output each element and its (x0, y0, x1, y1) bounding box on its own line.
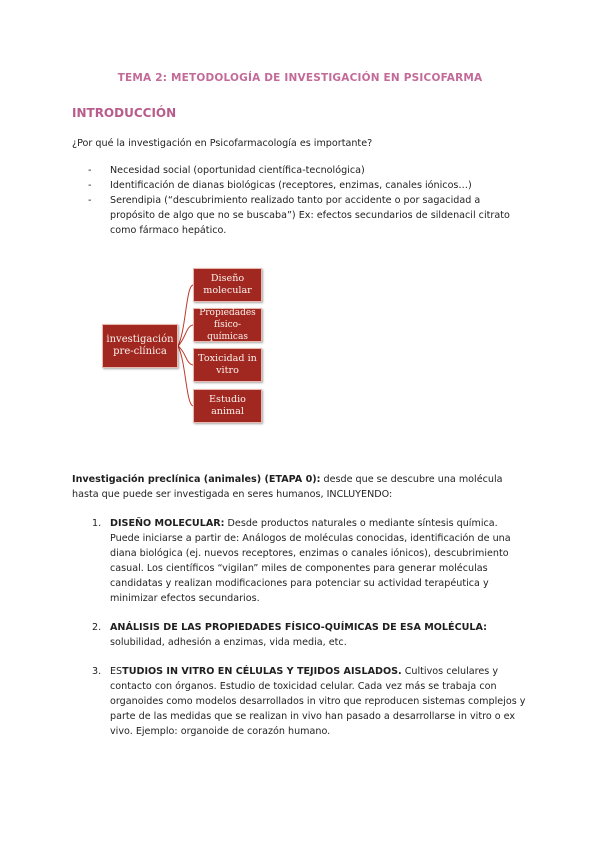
connector-line (178, 346, 193, 365)
reason-item: - Identificación de dianas biológicas (receptores, enzimas, canales iónicos…) (88, 178, 528, 193)
preclinical-paragraph (72, 472, 528, 502)
step-bold: TUDIOS IN VITRO EN CÉLULAS Y TEJIDOS AISLADOS. (122, 666, 402, 677)
diagram-branch-box: Estudio animal (193, 389, 262, 423)
connector-line (178, 285, 193, 346)
step-lead: ES (110, 666, 123, 677)
step-bold: DISEÑO MOLECULAR: (110, 518, 225, 529)
section-heading: INTRODUCCIÓN (72, 106, 177, 120)
preclinical-bold: Investigación preclínica (animales) (ETAPA 0): (72, 474, 321, 485)
connector-line (178, 346, 193, 406)
steps-list (92, 516, 528, 739)
step-item (92, 664, 528, 739)
step-item (92, 516, 528, 606)
step-text: solubilidad, adhesión a enzimas, vida media, etc. (110, 637, 347, 648)
diagram-branch-box: Toxicidad in vitro (193, 348, 262, 382)
reason-item: - Necesidad social (oportunidad científica-tecnológica) (88, 163, 528, 178)
diagram-branch-box: Diseño molecular (193, 268, 262, 302)
intro-question: ¿Por qué la investigación en Psicofarmacología es importante? (72, 138, 373, 149)
reasons-list (88, 163, 528, 238)
step-number: 2. (92, 622, 102, 633)
document-title: TEMA 2: METODOLOGÍA DE INVESTIGACIÓN EN PSICOFARMA (117, 72, 483, 84)
diagram-branch-box: Propiedades físico-químicas (193, 308, 262, 342)
step-text: Desde productos naturales o mediante síntesis química. Puede iniciarse a partir de: Análogos de moléculas conocidas, identificación de una diana biológica (ej. nuevos receptores, enzimas o canales iónicos), descubrimiento casual. Los científicos “vigilan” miles de componentes para generar moléculas candidatas y realizan modificaciones para potenciar su actividad terapéutica y minimizar efectos secundarios. (110, 518, 511, 604)
step-bold: ANÁLISIS DE LAS PROPIEDADES FÍSICO-QUÍMICAS DE ESA MOLÉCULA: (110, 622, 487, 633)
step-number: 1. (92, 518, 102, 529)
reason-item: - Serendipia (“descubrimiento realizado tanto por accidente o por sagacidad a propósito de algo que no se buscaba”) Ex: efectos secundarios de sildenacil citrato como fármaco hepático. (88, 193, 528, 238)
diagram-root-box: investigación pre-clínica (102, 324, 178, 368)
step-item (92, 620, 528, 650)
connector-line (178, 325, 193, 346)
step-text: Cultivos celulares y contacto con órganos. Estudio de toxicidad celular. Cada vez más se trabaja con organoides como modelos desarrollados in vitro que reproducen sistemas complejos y parte de las medidas que se realizan in vivo han pasado a desarrollarse in vitro o ex vivo. Ejemplo: organoide de corazón humano. (110, 666, 526, 737)
step-number: 3. (92, 666, 102, 677)
preclinical-text: desde que se descubre una molécula hasta que puede ser investigada en seres humanos, INCLUYENDO: (72, 474, 503, 500)
